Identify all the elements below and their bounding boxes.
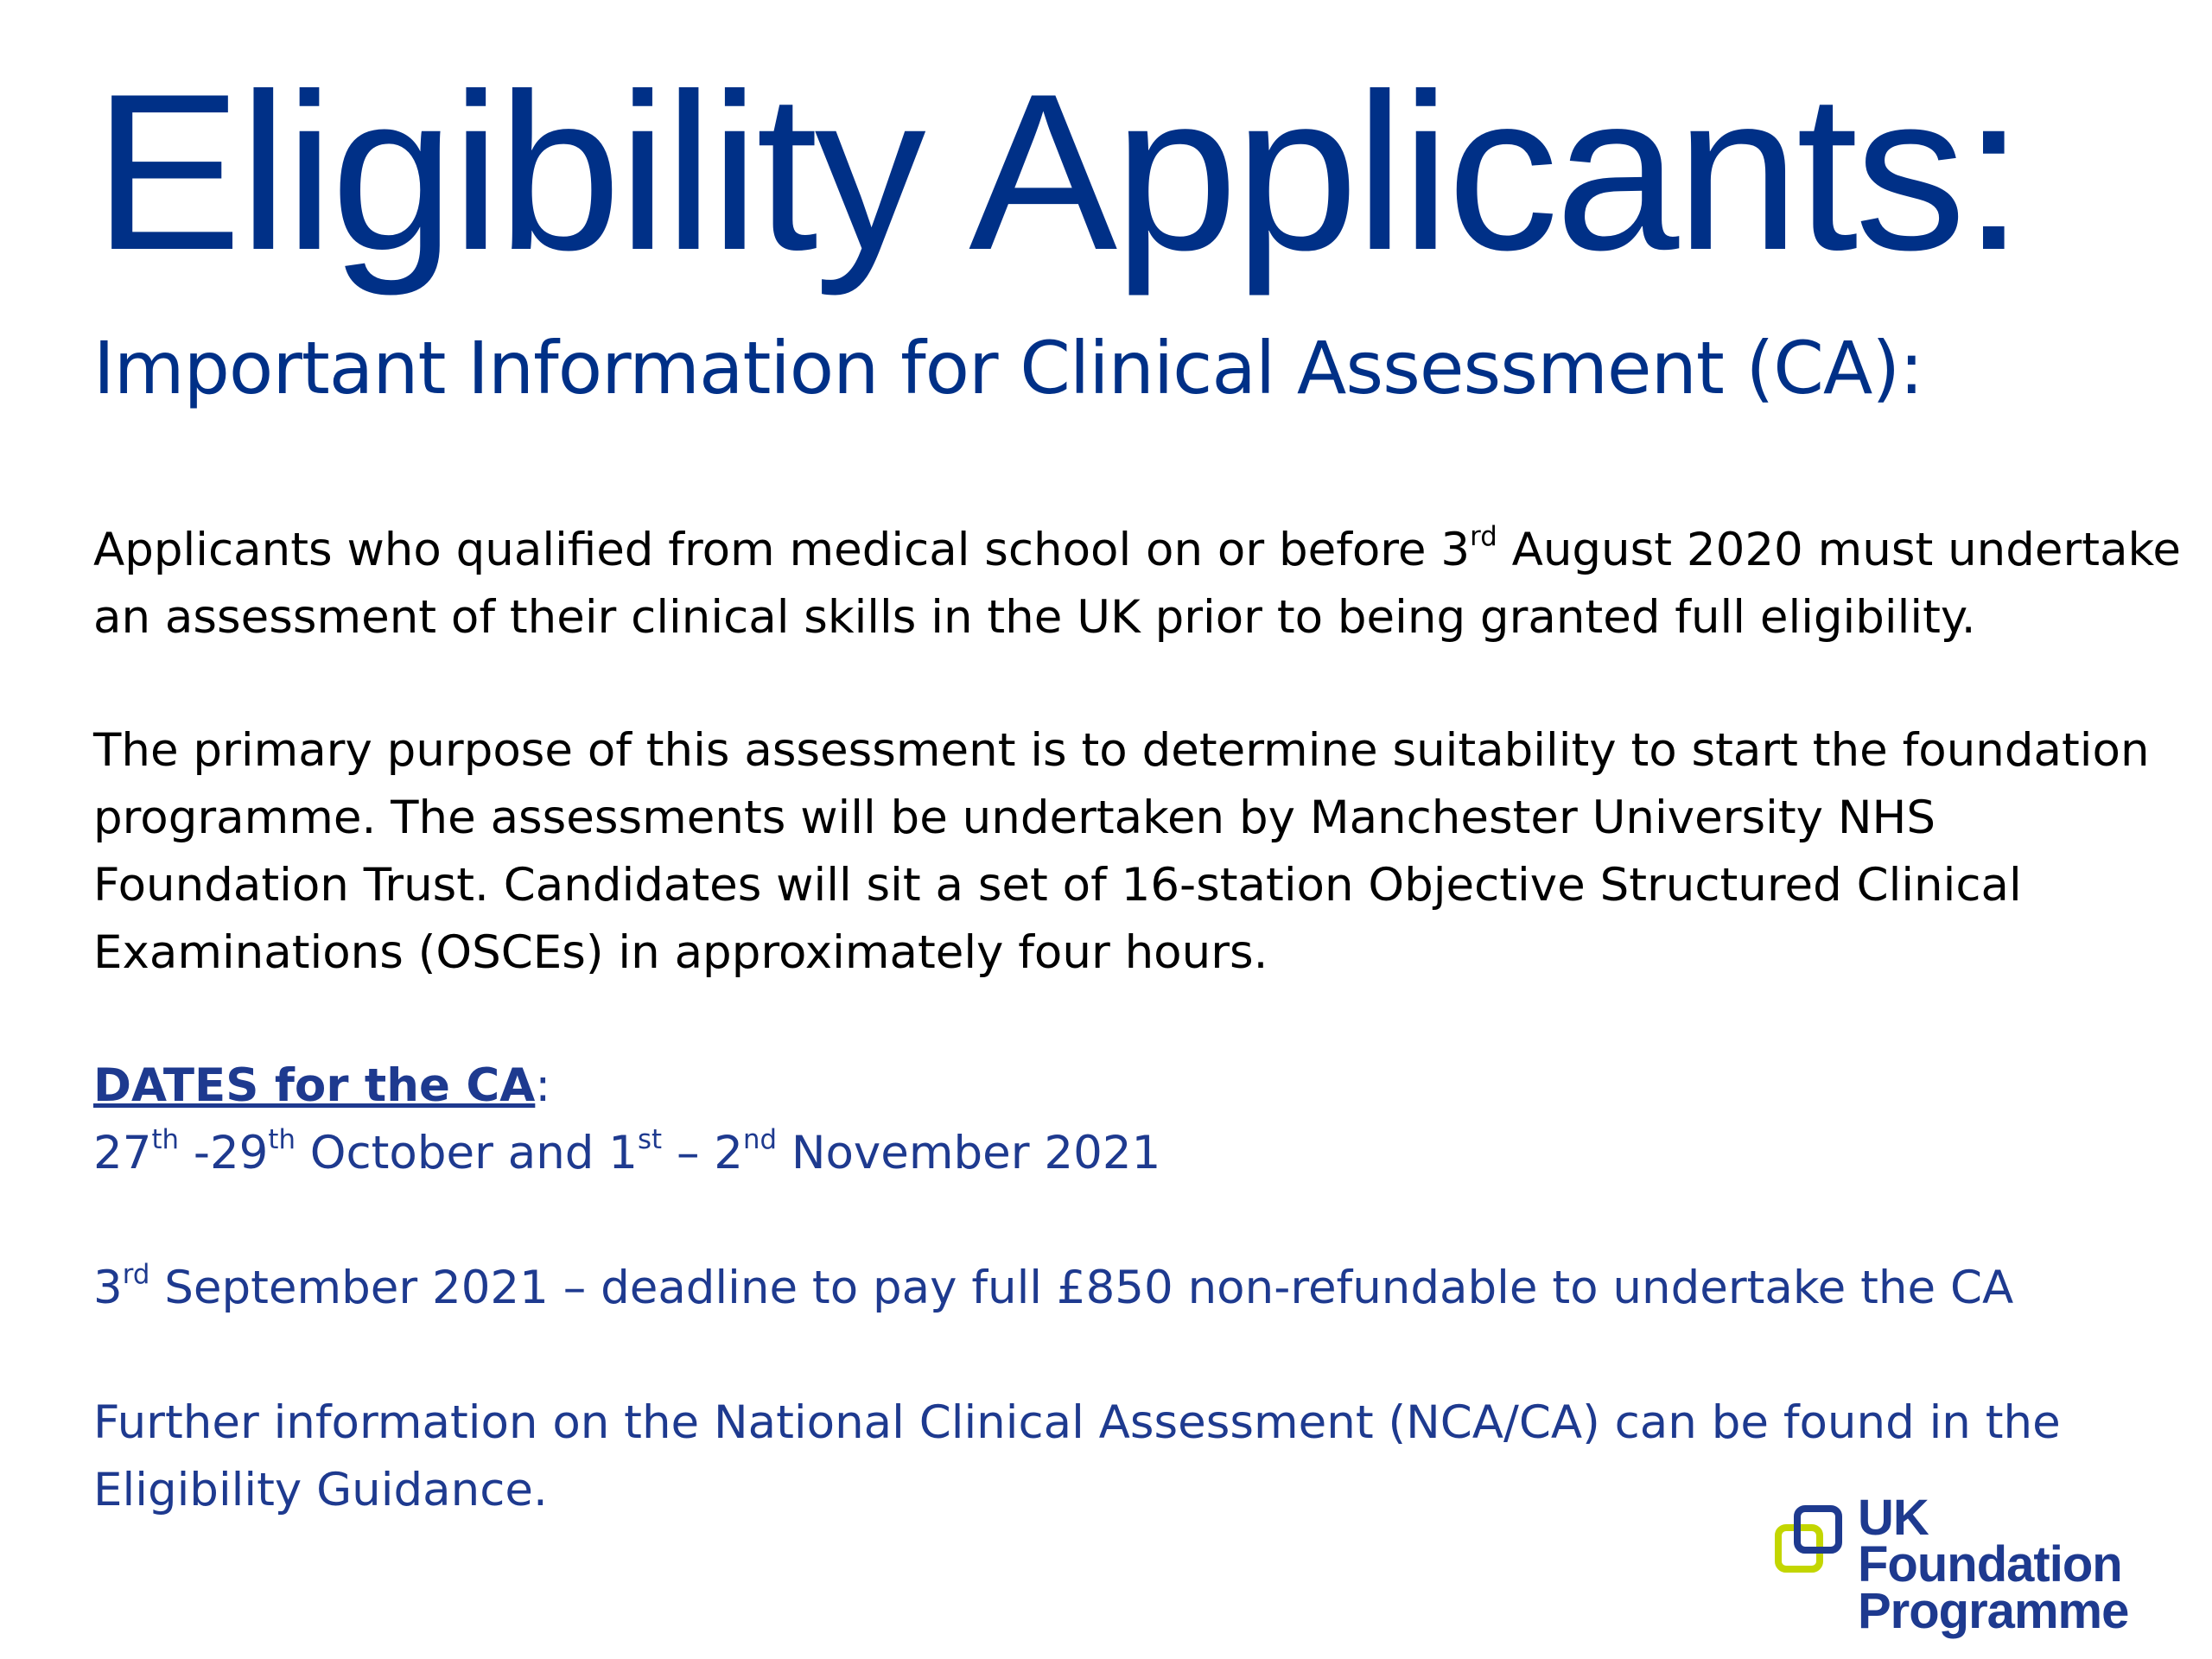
paragraph-line: an assessment of their clinical skills in the UK prior to being granted full eligibility. [93,591,1976,644]
paragraph-line: Foundation Trust. Candidates will sit a set of 16-station Objective Structured Clinical [93,859,2022,912]
paragraph-line: The primary purpose of this assessment is to determine suitability to start the foundation [93,724,2150,777]
uk-foundation-programme-logo [1771,1490,2160,1650]
dates-heading-line: DATES for the CA: [93,1059,551,1112]
paragraph-line: programme. The assessments will be undertaken by Manchester University NHS [93,791,1936,844]
paragraph-line: Examinations (OSCEs) in approximately four hours. [93,926,1268,979]
slide-subtitle: Important Information for Clinical Assessment (CA): [93,326,1923,410]
dates-heading: DATES for the CA [93,1059,536,1112]
dates-line: 27th -29th October and 1st – 2nd November 2021 [93,1123,1161,1179]
deadline-line: 3rd September 2021 – deadline to pay full £850 non-refundable to undertake the CA [93,1258,2014,1314]
logo-squares-icon [1771,1503,1851,1590]
paragraph-line: Applicants who qualified from medical school on or before 3rd August 2020 must undertake [93,520,2181,576]
slide-body [93,517,2181,1524]
logo-wordmark: UK Foundation Programme [1858,1490,2129,1639]
paragraph-eligibility [93,517,2181,652]
dates-section [93,1052,2176,1187]
slide-title: Eligibility Applicants: [93,47,2022,296]
paragraph-line: Eligibility Guidance. [93,1464,548,1516]
paragraph-line: Further information on the National Clinical Assessment (NCA/CA) can be found in the [93,1396,2061,1449]
paragraph-purpose [93,717,2176,987]
